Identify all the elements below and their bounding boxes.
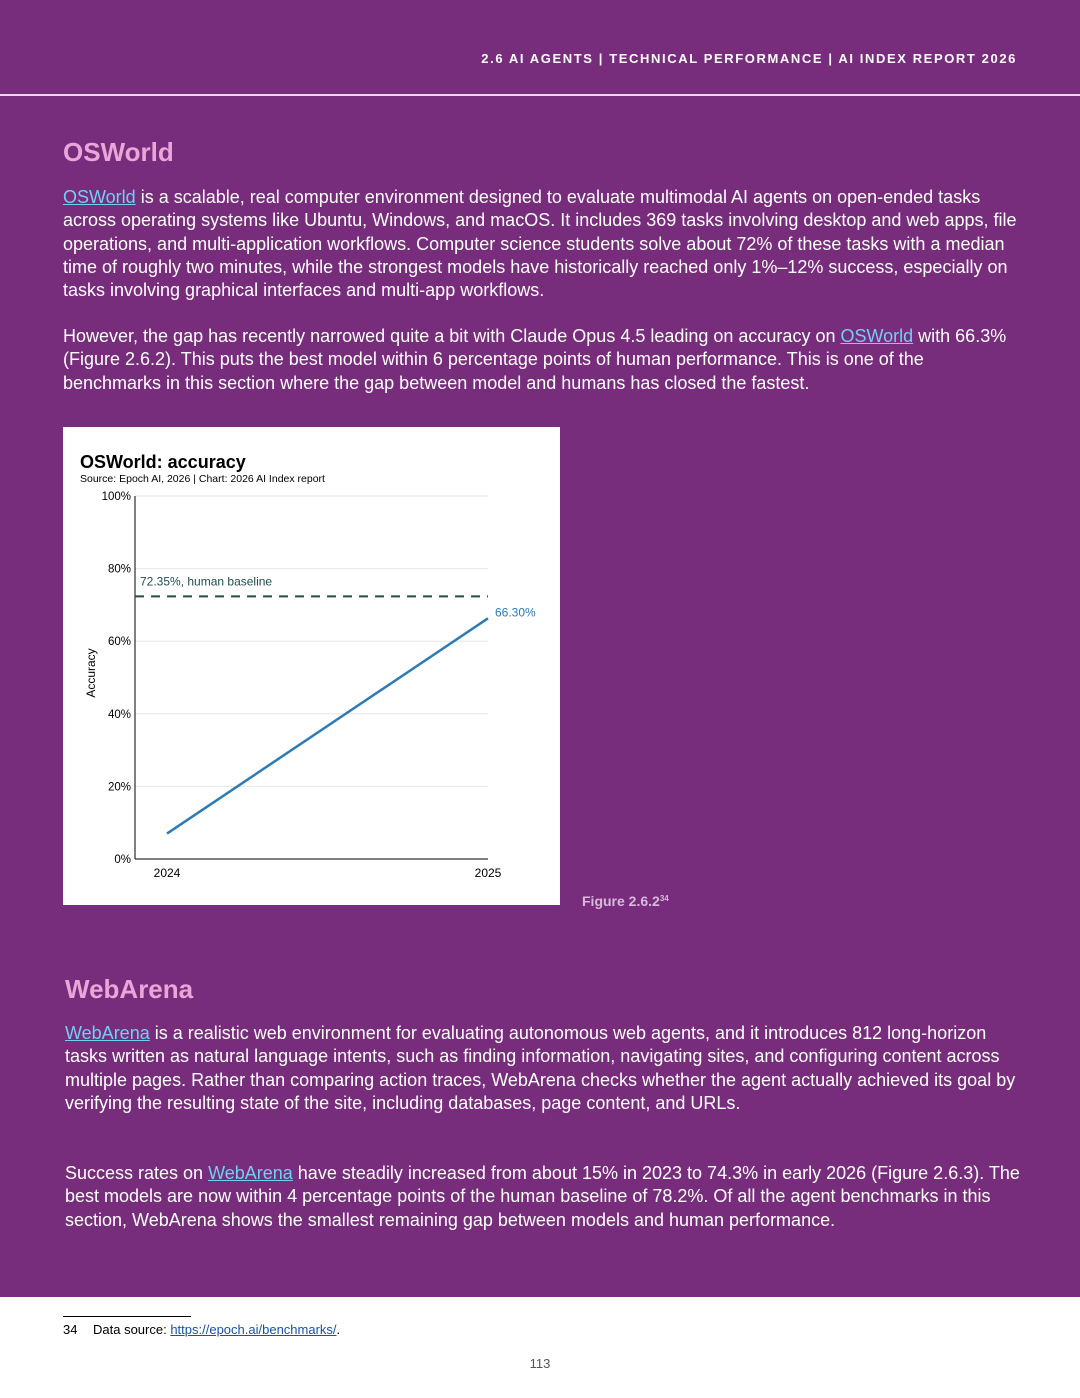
- footnote-link[interactable]: https://epoch.ai/benchmarks/: [170, 1322, 337, 1337]
- gridlines: [135, 496, 488, 786]
- chart-svg: [63, 427, 560, 905]
- figure-caption-footnote-ref[interactable]: 34: [659, 894, 669, 903]
- webarena-link-2[interactable]: WebArena: [208, 1163, 293, 1183]
- chart-source: Source: Epoch AI, 2026 | Chart: 2026 AI Index report: [80, 473, 325, 485]
- y-tick-labels: [102, 491, 131, 866]
- y-tick-label-20: 20%: [107, 781, 131, 794]
- page-number: 113: [529, 1356, 551, 1371]
- webarena-paragraph-2-after: have steadily increased from about 15% in 2023 to 74.3% in early 2026 (Figure 2.6.3). The best models are now within 4 percentage points of the human baseline of 78.2%. Of all the agent benchmarks in this section, WebArena shows the smallest remaining gap between models and human performance.: [65, 1163, 1020, 1230]
- chart-title: OSWorld: accuracy: [80, 452, 246, 472]
- y-tick-label-40: 40%: [107, 708, 131, 721]
- webarena-link-1[interactable]: WebArena: [65, 1023, 150, 1043]
- osworld-link-2[interactable]: OSWorld: [840, 326, 914, 346]
- x-tick-label-2025: 2025: [474, 866, 502, 880]
- osworld-paragraph-2-after: with 66.3% (Figure 2.6.2). This puts the best model within 6 percentage points of human performance. This is one of the benchmarks in this section where the gap between model and humans has closed the fastest.: [63, 326, 1007, 393]
- series-lines: [167, 605, 536, 833]
- figure-caption-text: Figure 2.6.2: [582, 893, 660, 909]
- osworld-paragraph-1: [63, 186, 1023, 302]
- webarena-paragraph-1-text: is a realistic web environment for evaluating autonomous web agents, and it introduces 812 long-horizon tasks written as natural language intents, such as finding information, navigating sites, and configuring content across multiple pages. Rather than comparing action traces, WebArena checks whether the agent actually achieved its goal by verifying the resulting state of the site, including databases, page content, and URLs.: [65, 1023, 1016, 1113]
- webarena-paragraph-1: [65, 1022, 1025, 1115]
- human-baseline-label: 72.35%, human baseline: [140, 574, 273, 589]
- webarena-paragraph-2: [65, 1162, 1025, 1232]
- header-divider: [0, 94, 1080, 96]
- header-breadcrumb: 2.6 AI AGENTS | TECHNICAL PERFORMANCE | AI INDEX REPORT 2026: [481, 51, 1017, 66]
- osworld-link-1[interactable]: OSWorld: [63, 187, 136, 207]
- footnote-tail: .: [336, 1322, 341, 1337]
- footnote-divider: [63, 1316, 191, 1317]
- osworld-paragraph-2-before: However, the gap has recently narrowed quite a bit with Claude Opus 4.5 leading on accuracy on: [63, 326, 841, 346]
- series-line-0: [167, 618, 488, 833]
- footnote-number: 34: [63, 1322, 78, 1337]
- osworld-chart: [63, 427, 560, 905]
- figure-caption: [582, 893, 669, 909]
- webarena-title: WebArena: [65, 974, 194, 1004]
- x-tick-label-2024: 2024: [153, 866, 181, 880]
- osworld-paragraph-1-text: is a scalable, real computer environment designed to evaluate multimodal AI agents on open-ended tasks across operating systems like Ubuntu, Windows, and macOS. It includes 369 tasks involving desktop and web apps, file operations, and multi-application workflows. Computer science students solve about 72% of these tasks with a median time of roughly two minutes, while the strongest models have historically reached only 1%–12% success, especially on tasks involving graphical interfaces and multi-app workflows.: [63, 187, 1017, 301]
- osworld-title: OSWorld: [63, 137, 174, 167]
- y-axis-label: Accuracy: [84, 648, 98, 698]
- footnote-text: Data source:: [93, 1322, 171, 1337]
- x-tick-labels: [154, 866, 502, 880]
- webarena-paragraph-2-before: Success rates on: [65, 1163, 209, 1183]
- y-tick-label-0: 0%: [114, 854, 131, 866]
- series-end-label-0: 66.30%: [495, 605, 536, 620]
- y-tick-label-60: 60%: [107, 636, 131, 649]
- y-tick-label-100: 100%: [101, 491, 131, 503]
- osworld-paragraph-2: [63, 325, 1023, 395]
- footnote: [63, 1322, 340, 1337]
- y-tick-label-80: 80%: [107, 563, 131, 576]
